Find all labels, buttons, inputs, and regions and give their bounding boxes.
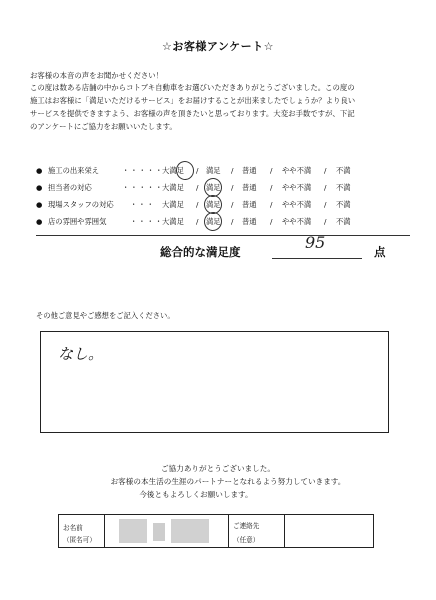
option-satisfied[interactable]: 満足 (206, 200, 221, 209)
intro-line: のアンケートにご協力をお願いいたします。 (30, 122, 177, 131)
selection-mark-circle (175, 160, 195, 181)
option-separator: / (196, 166, 199, 175)
bullet: ● (36, 217, 43, 226)
leader-dots: ・・・・・ (122, 183, 164, 192)
leader-dots: ・・・ (130, 200, 155, 209)
option-separator: / (270, 200, 273, 209)
option-separator: / (324, 183, 327, 192)
question-row (36, 166, 376, 176)
intro-line: サービスを提供できますよう、お客様の声を頂きたいと思っております。大変お手数ですが、下記 (30, 109, 355, 118)
option-dissatisfied[interactable]: 不満 (336, 217, 351, 226)
bullet: ● (36, 183, 43, 192)
bullet: ● (36, 200, 43, 209)
closing-line: 今後ともよろしくお願いします。 (139, 490, 253, 499)
option-somewhat-dissatisfied[interactable]: やや不満 (282, 200, 312, 209)
contact-form-table (58, 514, 374, 548)
score-underline (272, 258, 362, 259)
option-somewhat-dissatisfied[interactable]: やや不満 (282, 183, 312, 192)
option-separator: / (324, 217, 327, 226)
comments-handwritten-text: なし。 (58, 345, 104, 363)
option-neutral[interactable]: 普通 (242, 217, 257, 226)
option-dissatisfied[interactable]: 不満 (336, 183, 351, 192)
question-label: 担当者の対応 (48, 183, 92, 192)
contact-label-cell (229, 515, 285, 547)
bullet: ● (36, 166, 43, 175)
score-unit: 点 (374, 245, 386, 259)
leader-dots: ・・・・ (130, 217, 164, 226)
option-neutral[interactable]: 普通 (242, 166, 257, 175)
redacted-name-block (171, 519, 209, 543)
option-separator: / (270, 166, 273, 175)
intro-line: 施工はお客様に「満足いただけるサービス」をお届けすることが出来ましたでしょうか？より良い (30, 96, 356, 105)
option-separator: / (270, 183, 273, 192)
closing-line: お客様の本生活の生涯のパートナーとなれるよう努力していきます。 (110, 477, 346, 486)
option-satisfied[interactable]: 満足 (206, 166, 221, 175)
option-separator: / (324, 200, 327, 209)
option-separator: / (231, 217, 234, 226)
intro-line: この度は数ある店舗の中からコトブキ自動車をお選びいただきありがとうございました。この度の (30, 83, 355, 92)
redacted-name-block (153, 523, 165, 541)
option-separator: / (196, 183, 199, 192)
overall-satisfaction-label: 総合的な満足度 (160, 245, 241, 259)
option-somewhat-dissatisfied[interactable]: やや不満 (282, 217, 312, 226)
name-label-cell (59, 515, 105, 547)
name-sub-label: （匿名可） (63, 536, 96, 544)
option-separator: / (231, 183, 234, 192)
survey-title: ☆お客様アンケート☆ (161, 40, 275, 53)
question-label: 店の雰囲や雰囲気 (48, 217, 107, 226)
option-separator: / (196, 217, 199, 226)
option-very-satisfied[interactable]: 大満足 (162, 217, 184, 226)
intro-line: お客様の本音の声をお聞かせください！ (30, 71, 164, 80)
option-neutral[interactable]: 普通 (242, 200, 257, 209)
option-neutral[interactable]: 普通 (242, 183, 257, 192)
redacted-name-block (119, 519, 147, 543)
option-very-satisfied[interactable]: 大満足 (162, 200, 184, 209)
option-separator: / (196, 200, 199, 209)
question-label: 施工の出来栄え (48, 166, 100, 175)
option-dissatisfied[interactable]: 不満 (336, 200, 351, 209)
option-somewhat-dissatisfied[interactable]: やや不満 (282, 166, 312, 175)
overall-score-handwritten: 95 (305, 233, 326, 252)
contact-label: ご連絡先 (233, 522, 260, 530)
option-very-satisfied[interactable]: 大満足 (162, 183, 184, 192)
comments-prompt: その他ご意見やご感想をご記入ください。 (36, 311, 175, 320)
question-label: 現場スタッフの対応 (48, 200, 114, 209)
contact-field[interactable] (285, 515, 373, 547)
option-satisfied[interactable]: 満足 (206, 217, 221, 226)
name-field[interactable] (105, 515, 229, 547)
leader-dots: ・・・・・ (122, 166, 164, 175)
option-very-satisfied[interactable]: 大満足 (162, 166, 184, 175)
divider-line (36, 235, 410, 236)
name-label: お名前 (63, 524, 83, 532)
option-separator: / (270, 217, 273, 226)
option-dissatisfied[interactable]: 不満 (336, 166, 351, 175)
option-separator: / (324, 166, 327, 175)
closing-line: ご協力ありがとうございました。 (161, 464, 275, 473)
option-satisfied[interactable]: 満足 (206, 183, 221, 192)
contact-sub-label: （任意） (233, 536, 260, 544)
option-separator: / (231, 200, 234, 209)
option-separator: / (231, 166, 234, 175)
selection-mark-circle (202, 211, 223, 233)
